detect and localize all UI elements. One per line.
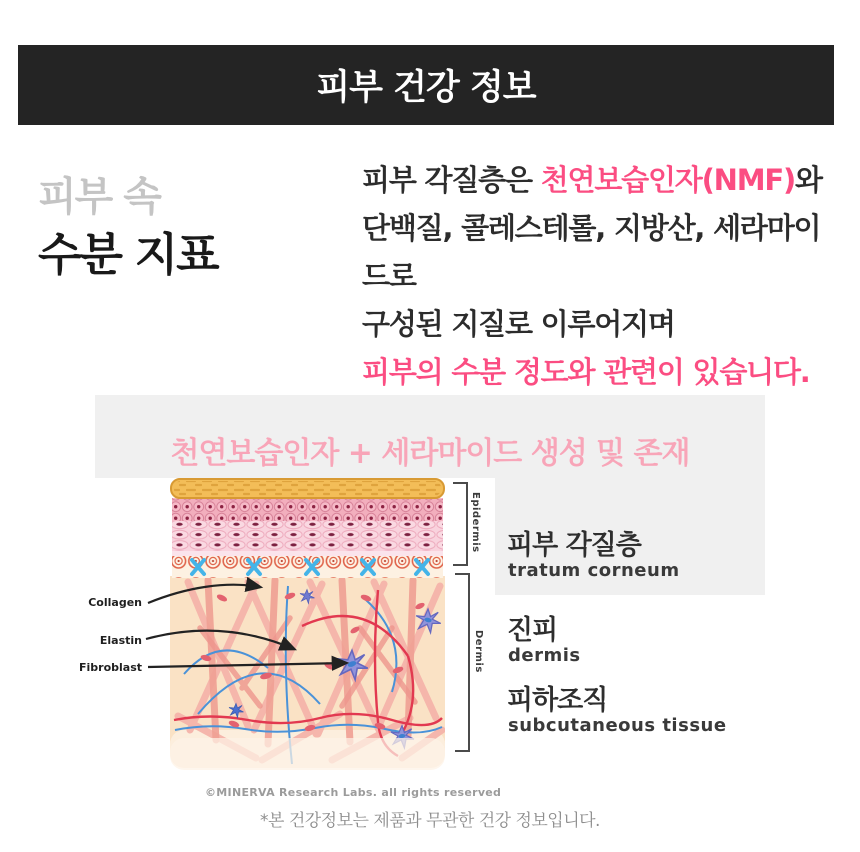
intro-title: 수분 지표 — [38, 228, 218, 281]
intro-paragraph — [362, 156, 842, 396]
diagram-white-panel — [95, 478, 495, 595]
fibroblast-label: Fibroblast — [78, 661, 142, 674]
copyright-text: ©MINERVA Research Labs. all rights reserved — [205, 786, 502, 799]
collagen-label: Collagen — [88, 596, 142, 609]
line1-highlight: 천연보습인자(NMF) — [540, 163, 796, 197]
elastin-label: Elastin — [99, 634, 142, 647]
page-title: 피부 건강 정보 — [316, 68, 536, 108]
disclaimer-text: *본 건강정보는 제품과 무관한 건강 정보입니다. — [260, 811, 600, 831]
paragraph-line-1 — [362, 156, 842, 204]
subcutaneous-label-ko: 피하조직 — [507, 685, 608, 716]
dermis-label-en: dermis — [508, 645, 581, 666]
dermis-label-ko: 진피 — [507, 615, 558, 646]
paragraph-line-3: 구성된 지질로 이루어지며 — [362, 307, 675, 341]
intro-eyebrow: 피부 속 — [38, 174, 160, 220]
dermis-bracket-label: Dermis — [473, 630, 484, 673]
stratum-corneum-label-en: tratum corneum — [508, 560, 680, 581]
elastin-arrow — [146, 631, 294, 649]
line1-post: 와 — [795, 163, 822, 197]
fibroblast-arrow — [148, 663, 346, 667]
header-bar — [18, 45, 834, 125]
epidermis-bracket-label: Epidermis — [470, 492, 481, 553]
line1-pre: 피부 각질층은 — [362, 163, 541, 197]
info-box-title: 천연보습인자 + 세라마이드 생성 및 존재 — [170, 436, 690, 471]
paragraph-line-2: 단백질, 콜레스테롤, 지방산, 세라마이드로 — [362, 211, 821, 293]
subcutaneous-label-en: subcutaneous tissue — [508, 715, 727, 736]
stratum-corneum-label-ko: 피부 각질층 — [507, 530, 641, 561]
dermis-bracket — [455, 574, 469, 751]
paragraph-line-4: 피부의 수분 정도와 관련이 있습니다. — [362, 355, 810, 389]
